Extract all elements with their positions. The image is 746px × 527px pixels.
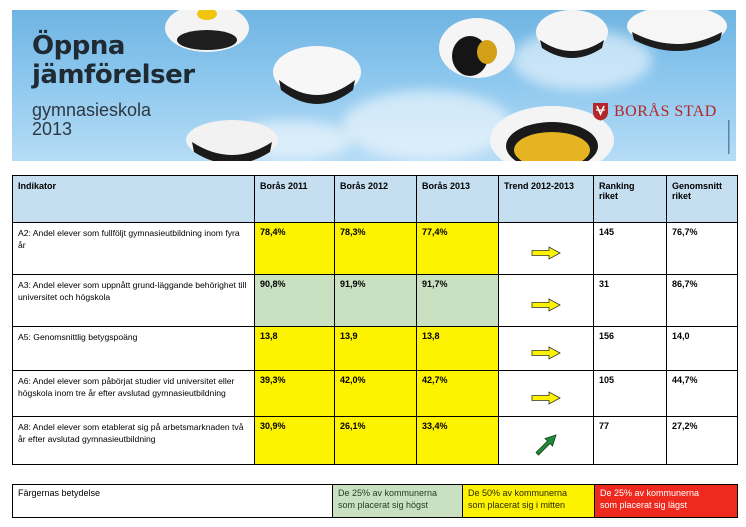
legend-red-line-2: som placerat sig lägst: [600, 500, 688, 510]
legend-green: [333, 485, 463, 518]
table-row: [13, 327, 738, 371]
ranking-value: 105: [594, 371, 667, 417]
value-2012: 26,1%: [335, 417, 417, 465]
value-2012: 78,3%: [335, 223, 417, 275]
indicator-cell: A5: Genomsnittlig betygspoäng: [13, 327, 255, 371]
column-header-indicator: Indikator: [13, 176, 255, 223]
indicator-cell: A6: Andel elever som påbörjat studier vid universitet eller högskola inom tre år efter avslutad gymnasieutbildning: [13, 371, 255, 417]
column-header-average: Genomsnitt riket: [667, 176, 738, 223]
arrow-right-icon: [531, 346, 561, 360]
legend-yellow: [463, 485, 595, 518]
average-value: 27,2%: [667, 417, 738, 465]
legend-red-line-1: De 25% av kommunerna: [600, 488, 700, 498]
ranking-value: 156: [594, 327, 667, 371]
arrow-up-right-icon: [533, 433, 559, 457]
value-2011: 13,8: [255, 327, 335, 371]
value-2013: 42,7%: [417, 371, 499, 417]
table-row: [13, 275, 738, 327]
column-header-2013: Borås 2013: [417, 176, 499, 223]
value-2013: 91,7%: [417, 275, 499, 327]
average-value: 76,7%: [667, 223, 738, 275]
average-value: 86,7%: [667, 275, 738, 327]
trend-cell: [499, 275, 594, 327]
photo-credit-mark: [726, 120, 732, 154]
legend-label: Färgernas betydelse: [13, 485, 333, 518]
comparison-table: [12, 175, 738, 465]
column-header-2012: Borås 2012: [335, 176, 417, 223]
legend-yellow-line-1: De 50% av kommunerna: [468, 488, 568, 498]
ranking-value: 77: [594, 417, 667, 465]
column-header-trend: Trend 2012-2013: [499, 176, 594, 223]
logo-text: BORÅS STAD: [614, 102, 717, 120]
ranking-value: 145: [594, 223, 667, 275]
table-row: [13, 223, 738, 275]
title-line-2: jämförelser: [32, 60, 195, 90]
value-2011: 90,8%: [255, 275, 335, 327]
value-2011: 30,9%: [255, 417, 335, 465]
value-2012: 13,9: [335, 327, 417, 371]
value-2012: 42,0%: [335, 371, 417, 417]
indicator-cell: A8: Andel elever som etablerat sig på arbetsmarknaden två år efter avslutad gymnasieutbildning: [13, 417, 255, 465]
student-cap-image: [532, 10, 612, 66]
value-2013: 13,8: [417, 327, 499, 371]
coat-of-arms-icon: [592, 102, 609, 121]
table-row: [13, 417, 738, 465]
indicator-cell: A3: Andel elever som uppnått grund-läggande behörighet till universitet och högskola: [13, 275, 255, 327]
legend-red: [595, 485, 738, 518]
legend-green-line-2: som placerat sig högst: [338, 500, 429, 510]
legend-yellow-line-2: som placerat sig i mitten: [468, 500, 566, 510]
page-title: [32, 32, 195, 90]
value-2012: 91,9%: [335, 275, 417, 327]
column-header-2011: Borås 2011: [255, 176, 335, 223]
value-2013: 77,4%: [417, 223, 499, 275]
boras-stad-logo: [592, 102, 717, 121]
arrow-right-icon: [531, 391, 561, 405]
average-value: 14,0: [667, 327, 738, 371]
student-cap-image: [182, 110, 282, 161]
student-cap-image: [432, 12, 522, 92]
header-banner: [12, 10, 736, 161]
student-cap-image: [267, 38, 367, 118]
table-row: [13, 371, 738, 417]
arrow-right-icon: [531, 298, 561, 312]
arrow-right-icon: [531, 246, 561, 260]
trend-cell: [499, 327, 594, 371]
table-header-row: [13, 176, 738, 223]
average-value: 44,7%: [667, 371, 738, 417]
legend-green-line-1: De 25% av kommunerna: [338, 488, 438, 498]
title-line-1: Öppna: [32, 31, 125, 61]
trend-cell: [499, 371, 594, 417]
indicator-cell: A2: Andel elever som fullföljt gymnasieutbildning inom fyra år: [13, 223, 255, 275]
page-subtitle: [32, 101, 151, 139]
column-header-ranking: Ranking riket: [594, 176, 667, 223]
subtitle-line-1: gymnasieskola: [32, 100, 152, 120]
trend-cell: [499, 417, 594, 465]
subtitle-line-2: 2013: [32, 119, 73, 139]
value-2011: 39,3%: [255, 371, 335, 417]
student-cap-image: [622, 10, 732, 59]
color-legend: [12, 484, 738, 518]
legend-row: [13, 485, 738, 518]
trend-cell: [499, 223, 594, 275]
value-2013: 33,4%: [417, 417, 499, 465]
ranking-value: 31: [594, 275, 667, 327]
value-2011: 78,4%: [255, 223, 335, 275]
